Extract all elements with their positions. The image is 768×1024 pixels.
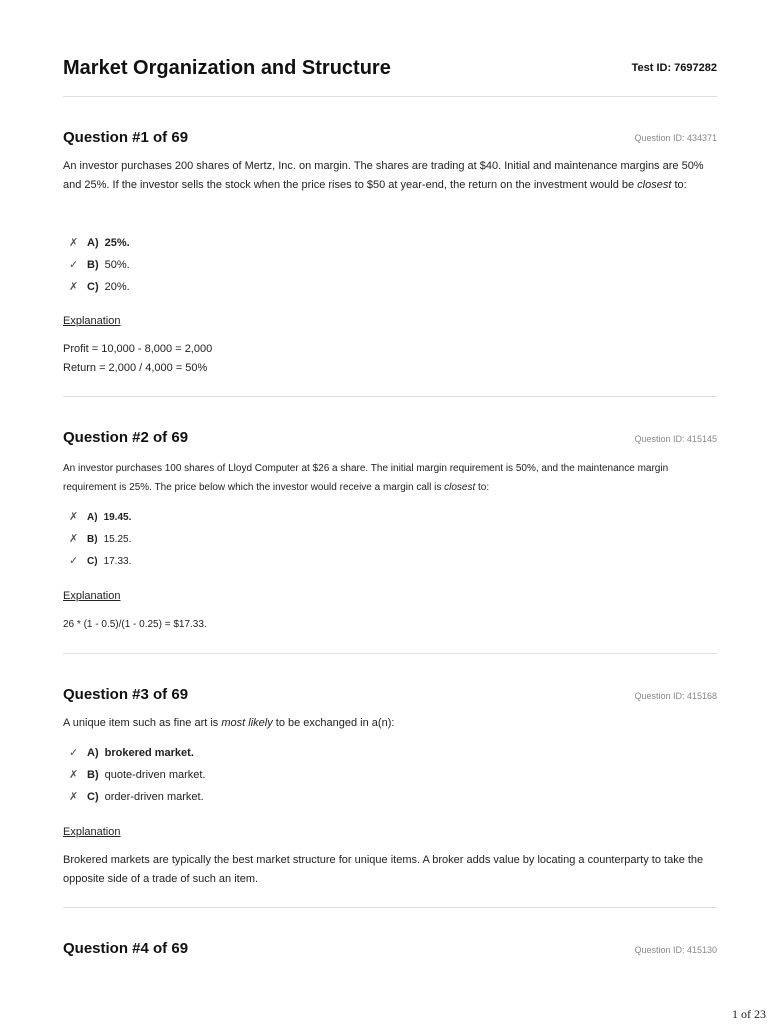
question-3-title: Question #3 of 69 — [63, 686, 189, 703]
question-2-text: An investor purchases 100 shares of Lloyd Computer at $26 a share. The initial margin requirement is 50%, and the maintenance margin requirement is 25%. The price below which the investor would receive a margin call is closest to: — [63, 463, 669, 493]
cross-icon: ✗ — [69, 511, 79, 523]
question-2-id: Question ID: 415145 — [634, 434, 717, 444]
cross-icon: ✗ — [69, 281, 79, 293]
header-divider — [63, 96, 717, 97]
test-id: Test ID: 7697282 — [631, 62, 717, 74]
question-3-id: Question ID: 415168 — [634, 691, 717, 701]
question-1-id: Question ID: 434371 — [634, 133, 717, 143]
question-3-choice-c[interactable]: ✗ C) order-driven market. — [69, 791, 204, 803]
question-4-id: Question ID: 415130 — [634, 945, 717, 955]
question-2-choice-c[interactable]: ✓ C) 17.33. — [69, 555, 132, 567]
question-1-choice-a[interactable]: ✗ A) 25%. — [69, 237, 130, 249]
question-3-choice-a[interactable]: ✓ A) brokered market. — [69, 747, 194, 759]
question-2-choice-a[interactable]: ✗ A) 19.45. — [69, 511, 132, 523]
question-2-choice-b[interactable]: ✗ B) 15.25. — [69, 533, 132, 545]
check-icon: ✓ — [69, 259, 79, 271]
question-3-explanation: Brokered markets are typically the best market structure for unique items. A broker adds value by locating a counterparty to take the opposite side of a trade of such an item. — [63, 854, 704, 885]
question-1-explanation: Profit = 10,000 - 8,000 = 2,000 Return = 2,000 / 4,000 = 50% — [63, 343, 213, 374]
page-number: 1 of 23 — [732, 1007, 766, 1021]
question-4-title: Question #4 of 69 — [63, 940, 189, 957]
cross-icon: ✗ — [69, 533, 79, 545]
question-1-text: An investor purchases 200 shares of Mertz, Inc. on margin. The shares are trading at $40. Initial and maintenance margins are 50% and 25%. If the investor sells the stock when the price rises to $50 at year-end, the return on the investment would be closest to: — [63, 160, 704, 191]
question-2-explanation: 26 * (1 - 0.5)/(1 - 0.25) = $17.33. — [63, 619, 207, 630]
cross-icon: ✗ — [69, 237, 79, 249]
cross-icon: ✗ — [69, 791, 79, 803]
document-header — [63, 57, 717, 85]
question-divider — [63, 396, 717, 397]
question-1-choice-b[interactable]: ✓ B) 50%. — [69, 259, 130, 271]
cross-icon: ✗ — [69, 769, 79, 781]
question-2-explanation-link[interactable]: Explanation — [63, 590, 121, 602]
check-icon: ✓ — [69, 555, 79, 567]
check-icon: ✓ — [69, 747, 79, 759]
question-divider — [63, 907, 717, 908]
question-3-explanation-link[interactable]: Explanation — [63, 826, 121, 838]
question-1-choice-c[interactable]: ✗ C) 20%. — [69, 281, 130, 293]
page-title: Market Organization and Structure — [63, 57, 391, 79]
question-1-explanation-link[interactable]: Explanation — [63, 315, 121, 327]
question-2-title: Question #2 of 69 — [63, 429, 189, 446]
question-1-title: Question #1 of 69 — [63, 129, 189, 146]
question-divider — [63, 653, 717, 654]
question-3-text: A unique item such as fine art is most likely to be exchanged in a(n): — [63, 717, 395, 729]
question-3-choice-b[interactable]: ✗ B) quote-driven market. — [69, 769, 206, 781]
